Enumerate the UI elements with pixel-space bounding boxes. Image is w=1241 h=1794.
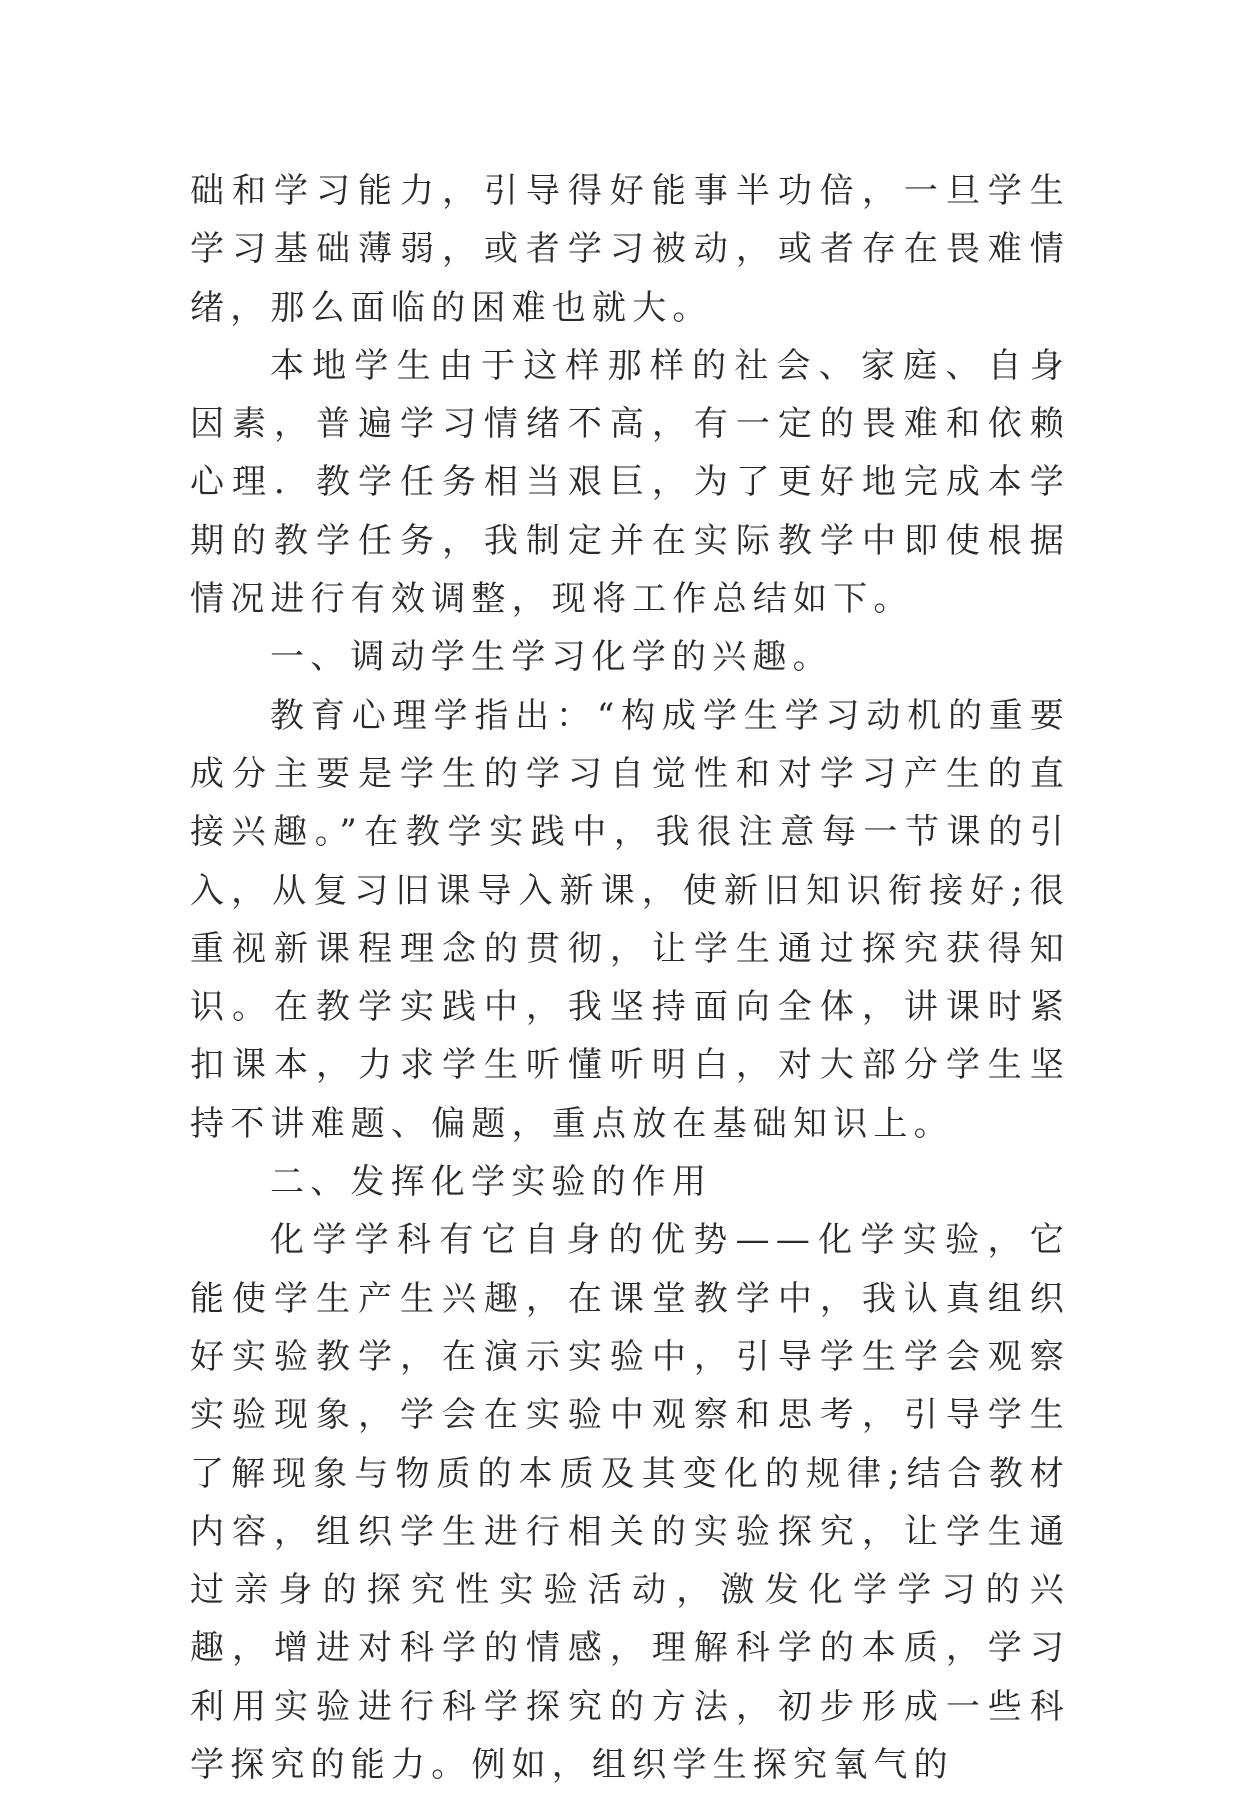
- paragraph-continuation: 础和学习能力，引导得好能事半功倍，一旦学生学习基础薄弱，或者学习被动，或者存在畏难情绪，那么面临的困难也就大。: [190, 171, 1070, 328]
- section-heading-experiment: 二、发挥化学实验的作用: [270, 1162, 713, 1203]
- paragraph-chemistry-experiment: 化学学科有它自身的优势——化学实验，它能使学生产生兴趣，在课堂教学中，我认真组织好实验教学，在演示实验中，引导学生学会观察实验现象，学会在实验中观察和思考，引导学生了解现象与物质的本质及其变化的规律;结合教材内容，组织学生进行相关的实验探究，让学生通过亲身的探究性实验活动，激发化学学习的兴趣，增进对科学的情感，理解科学的本质，学习利用实验进行科学探究的方法，初步形成一些科学探究的能力。例如，组织学生探究氧气的: [190, 1220, 1070, 1786]
- section-heading-interest: 一、调动学生学习化学的兴趣。: [270, 637, 833, 678]
- paragraph-education-psychology: 教育心理学指出：“构成学生学习动机的重要成分主要是学生的学习自觉性和对学习产生的直接兴趣。”在教学实践中，我很注意每一节课的引入，从复习旧课导入新课，使新旧知识衔接好;很重视新课程理念的贯彻，让学生通过探究获得知识。在教学实践中，我坚持面向全体，讲课时紧扣课本，力求学生听懂听明白，对大部分学生坚持不讲难题、偏题，重点放在基础知识上。: [190, 695, 1070, 1144]
- paragraph-student-situation: 本地学生由于这样那样的社会、家庭、自身因素，普遍学习情绪不高，有一定的畏难和依赖心理．教学任务相当艰巨，为了更好地完成本学期的教学任务，我制定并在实际教学中即使根据情况进行有效调整，现将工作总结如下。: [190, 345, 1070, 620]
- document-body: [190, 162, 1070, 1794]
